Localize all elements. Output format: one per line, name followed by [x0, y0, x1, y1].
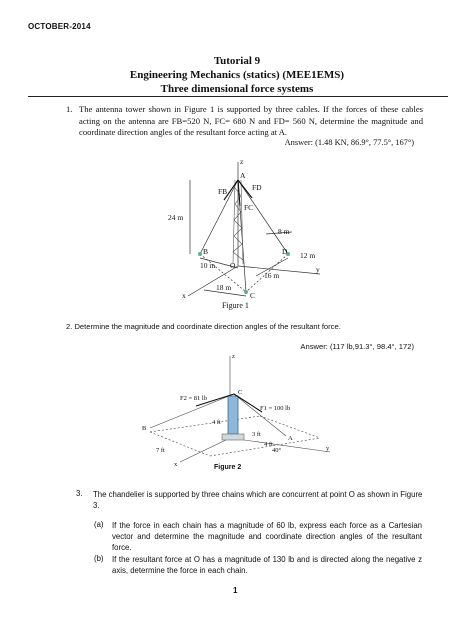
question-3b-label: (b) — [94, 554, 104, 563]
fig1-label-x: x — [182, 291, 186, 300]
anchor-b — [198, 252, 202, 256]
fig2-label-b: B — [142, 425, 147, 432]
fig2-label-40deg: 40° — [272, 447, 282, 454]
fig1-label-y: y — [316, 265, 320, 274]
fig1-label-16m: 16 m — [264, 271, 280, 280]
header-date: OCTOBER-2014 — [28, 22, 91, 31]
title-rule — [28, 96, 448, 97]
fig1-label-8m: 8 m — [278, 227, 290, 236]
fig2-label-f1: F1 = 100 lb — [260, 405, 291, 412]
tutorial-title: Tutorial 9 — [213, 55, 261, 67]
fig2-label-4ft: 4 ft — [212, 419, 221, 426]
course-title: Engineering Mechanics (statics) (MEE1EMS) — [129, 69, 345, 81]
fig1-label-10m: 10 m — [200, 261, 216, 270]
fig1-label-b: B — [203, 247, 209, 256]
fig2-label-y: y — [326, 445, 330, 452]
fig1-label-24m: 24 m — [168, 213, 184, 222]
anchor-c — [244, 290, 248, 294]
fig2-base-plate — [222, 434, 244, 440]
cable-ad — [238, 180, 288, 254]
fig2-label-4ft-b: 4 ft — [264, 441, 273, 448]
question-3-text: The chandelier is supported by three chains which are concurrent at point O as shown in Figure 3. — [93, 490, 423, 510]
figure-1-diagram — [160, 158, 330, 300]
question-1-number: 1. — [66, 104, 73, 114]
question-2-answer: Answer: (117 lb,91.3°, 98.4°, 172) — [300, 342, 414, 351]
fig2-x-axis — [180, 438, 230, 462]
question-1-answer: Answer: (1.48 KN, 86.9°, 77.5°, 167°) — [284, 138, 414, 147]
fig1-label-c: C — [250, 291, 256, 300]
figure-2-diagram — [140, 352, 340, 470]
fig1-label-o: O — [230, 261, 236, 270]
fig2-post — [228, 396, 238, 434]
fig1-label-12m: 12 m — [300, 251, 316, 260]
figure-1-caption: Figure 1 — [222, 301, 249, 310]
fig2-label-a: A — [288, 435, 293, 442]
figure-2-caption: Figure 2 — [214, 464, 242, 471]
fig1-label-fd: FD — [252, 183, 262, 192]
question-3a-label: (a) — [94, 520, 104, 529]
fig2-label-f2: F2 = 81 lb — [180, 395, 207, 402]
question-1-text: The antenna tower shown in Figure 1 is supported by three cables. If the forces of these cables acting on the antenna are FB=520 N, FC= 680 N and FD= 560 N, determine the magnitude and coordinate direction angles of the resultant force acting at A. — [79, 104, 423, 137]
fig1-label-d: D — [282, 247, 288, 256]
fig2-grid-1 — [150, 416, 260, 432]
question-3-number: 3. — [76, 489, 83, 498]
fig1-label-fc: FC — [244, 203, 254, 212]
fig1-label-a: A — [240, 171, 246, 180]
fig2-label-3ft: 3 ft — [252, 431, 261, 438]
fig2-label-7ft: 7 ft — [156, 447, 165, 454]
question-2-text: 2. Determine the magnitude and coordinate direction angles of the resultant force. — [66, 322, 341, 331]
fig1-label-z: z — [240, 158, 244, 166]
fig2-label-z: z — [232, 353, 235, 360]
fig1-label-18m: 18 m — [216, 283, 232, 292]
fig2-cable-a — [234, 394, 286, 436]
fig2-label-x: x — [174, 461, 178, 468]
fig2-label-c: C — [238, 389, 243, 396]
question-3b-text: If the resultant force at O has a magnitude of 130 lb and is directed along the negative z axis, determine the force in each chain. — [112, 555, 422, 575]
question-3a-text: If the force in each chain has a magnitude of 60 lb, express each force as a Cartesian vector and determine the magnitude and coordinate direction angles of the resultant force. — [112, 521, 422, 552]
page-number: 1 — [233, 586, 238, 595]
fig1-label-fb: FB — [218, 187, 228, 196]
topic-title: Three dimensional force systems — [160, 83, 314, 95]
